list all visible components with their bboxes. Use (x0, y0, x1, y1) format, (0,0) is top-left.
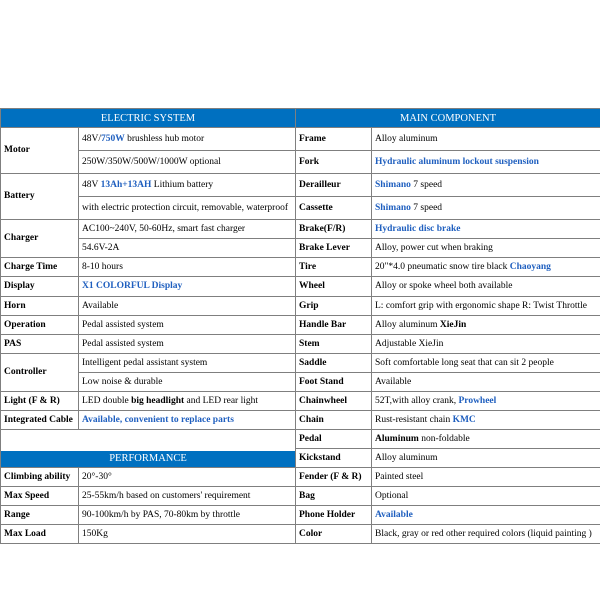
fender-label: Fender (F & R) (296, 468, 372, 487)
color-label: Color (296, 525, 372, 544)
handle-bar-material: Alloy aluminum (375, 319, 440, 330)
controller-label: Controller (1, 354, 79, 392)
light-value (79, 392, 296, 411)
wheel-value: Alloy or spoke wheel both available (372, 277, 600, 297)
table-row (1, 506, 600, 525)
table-row (1, 239, 600, 258)
tire-label: Tire (296, 258, 372, 277)
motor-label: Motor (1, 128, 79, 174)
tire-value (372, 258, 600, 277)
electric-system-header: ELECTRIC SYSTEM (1, 109, 296, 128)
fork-label: Fork (296, 151, 372, 174)
table-row (1, 487, 600, 506)
integrated-cable-label: Integrated Cable (1, 411, 79, 430)
charger-value-2: 54.6V-2A (79, 239, 296, 258)
phone-holder-value: Available (372, 506, 600, 525)
derailleur-value (372, 174, 600, 197)
table-row (1, 468, 600, 487)
derailleur-brand: Shimano (375, 179, 411, 190)
chain-spec: Rust-resistant chain (375, 414, 453, 425)
stem-value: Adjustable XieJin (372, 335, 600, 354)
brake-lever-value: Alloy, power cut when braking (372, 239, 600, 258)
display-value: X1 COLORFUL Display (79, 277, 296, 297)
table-row (1, 430, 600, 449)
table-row (1, 128, 600, 151)
battery-value-1 (79, 174, 296, 197)
wheel-label: Wheel (296, 277, 372, 297)
charge-time-value: 8-10 hours (79, 258, 296, 277)
max-speed-label: Max Speed (1, 487, 79, 506)
battery-type: Lithium battery (151, 179, 214, 190)
chainwheel-brand: Prowheel (458, 395, 497, 406)
light-prefix: LED double (82, 395, 132, 406)
display-label: Display (1, 277, 79, 297)
table-row (1, 109, 600, 128)
cassette-brand: Shimano (375, 202, 411, 213)
fender-value: Painted steel (372, 468, 600, 487)
table-row (1, 277, 600, 297)
max-load-value: 150Kg (79, 525, 296, 544)
climbing-value: 20°-30° (79, 468, 296, 487)
frame-value: Alloy aluminum (372, 128, 600, 151)
chainwheel-spec: 52T,with alloy crank, (375, 395, 459, 406)
chain-value (372, 411, 600, 430)
handle-bar-value (372, 316, 600, 335)
battery-value-2: with electric protection circuit, removable, waterproof (79, 197, 296, 220)
battery-voltage: 48V (82, 179, 101, 190)
bag-value: Optional (372, 487, 600, 506)
pas-label: PAS (1, 335, 79, 354)
table-row (1, 335, 600, 354)
main-component-header: MAIN COMPONENT (296, 109, 600, 128)
controller-value-1: Intelligent pedal assistant system (79, 354, 296, 373)
table-row (1, 392, 600, 411)
grip-label: Grip (296, 297, 372, 316)
charger-value-1: AC100~240V, 50-60Hz, smart fast charger (79, 220, 296, 239)
tire-spec: 20"*4.0 pneumatic snow tire black (375, 261, 510, 272)
light-headlight: big headlight (131, 395, 185, 406)
range-value: 90-100km/h by PAS, 70-80km by throttle (79, 506, 296, 525)
foot-stand-value: Available (372, 373, 600, 392)
controller-value-2: Low noise & durable (79, 373, 296, 392)
pedal-type: non-foldable (418, 433, 470, 444)
max-load-label: Max Load (1, 525, 79, 544)
cassette-label: Cassette (296, 197, 372, 220)
pedal-label: Pedal (296, 430, 372, 449)
motor-value-2: 250W/350W/500W/1000W optional (79, 151, 296, 174)
kickstand-label: Kickstand (296, 449, 372, 468)
handle-bar-brand: XieJin (439, 319, 467, 330)
pas-value: Pedal assisted system (79, 335, 296, 354)
performance-spacer (1, 430, 296, 468)
table-row (1, 174, 600, 197)
spec-sheet (0, 108, 600, 544)
charger-label: Charger (1, 220, 79, 258)
derailleur-speed: 7 speed (410, 179, 443, 190)
tire-brand: Chaoyang (509, 261, 551, 272)
kickstand-value: Alloy aluminum (372, 449, 600, 468)
cassette-speed: 7 speed (410, 202, 443, 213)
max-speed-value: 25-55km/h based on customers' requirement (79, 487, 296, 506)
integrated-cable-value: Available, convenient to replace parts (79, 411, 296, 430)
battery-label: Battery (1, 174, 79, 220)
table-row (1, 258, 600, 277)
operation-value: Pedal assisted system (79, 316, 296, 335)
fork-value: Hydraulic aluminum lockout suspension (372, 151, 600, 174)
table-row (1, 525, 600, 544)
table-row (1, 411, 600, 430)
grip-value: L: comfort grip with ergonomic shape R: Twist Throttle (372, 297, 600, 316)
table-row (1, 220, 600, 239)
motor-voltage: 48V/ (82, 133, 101, 144)
motor-value-1 (79, 128, 296, 151)
performance-header: PERFORMANCE (1, 451, 295, 467)
chain-brand: KMC (452, 414, 476, 425)
spec-table (0, 108, 600, 544)
table-row (1, 373, 600, 392)
handle-bar-label: Handle Bar (296, 316, 372, 335)
brake-lever-label: Brake Lever (296, 239, 372, 258)
range-label: Range (1, 506, 79, 525)
bag-label: Bag (296, 487, 372, 506)
phone-holder-label: Phone Holder (296, 506, 372, 525)
climbing-label: Climbing ability (1, 468, 79, 487)
foot-stand-label: Foot Stand (296, 373, 372, 392)
frame-label: Frame (296, 128, 372, 151)
pedal-material: Aluminum (375, 433, 419, 444)
table-row (1, 316, 600, 335)
battery-capacity: 13Ah+13AH (100, 179, 152, 190)
brake-label: Brake(F/R) (296, 220, 372, 239)
chainwheel-label: Chainwheel (296, 392, 372, 411)
chain-label: Chain (296, 411, 372, 430)
color-value: Black, gray or red other required colors (liquid painting ) (372, 525, 600, 544)
saddle-value: Soft comfortable long seat that can sit 2 people (372, 354, 600, 373)
derailleur-label: Derailleur (296, 174, 372, 197)
stem-label: Stem (296, 335, 372, 354)
chainwheel-value (372, 392, 600, 411)
table-row (1, 354, 600, 373)
table-row (1, 297, 600, 316)
pedal-value (372, 430, 600, 449)
operation-label: Operation (1, 316, 79, 335)
charge-time-label: Charge Time (1, 258, 79, 277)
motor-type: brushless hub motor (124, 133, 205, 144)
table-row (1, 197, 600, 220)
brake-value: Hydraulic disc brake (372, 220, 600, 239)
horn-value: Available (79, 297, 296, 316)
cassette-value (372, 197, 600, 220)
motor-power: 750W (101, 133, 125, 144)
light-label: Light (F & R) (1, 392, 79, 411)
horn-label: Horn (1, 297, 79, 316)
saddle-label: Saddle (296, 354, 372, 373)
light-suffix: and LED rear light (184, 395, 259, 406)
table-row (1, 151, 600, 174)
